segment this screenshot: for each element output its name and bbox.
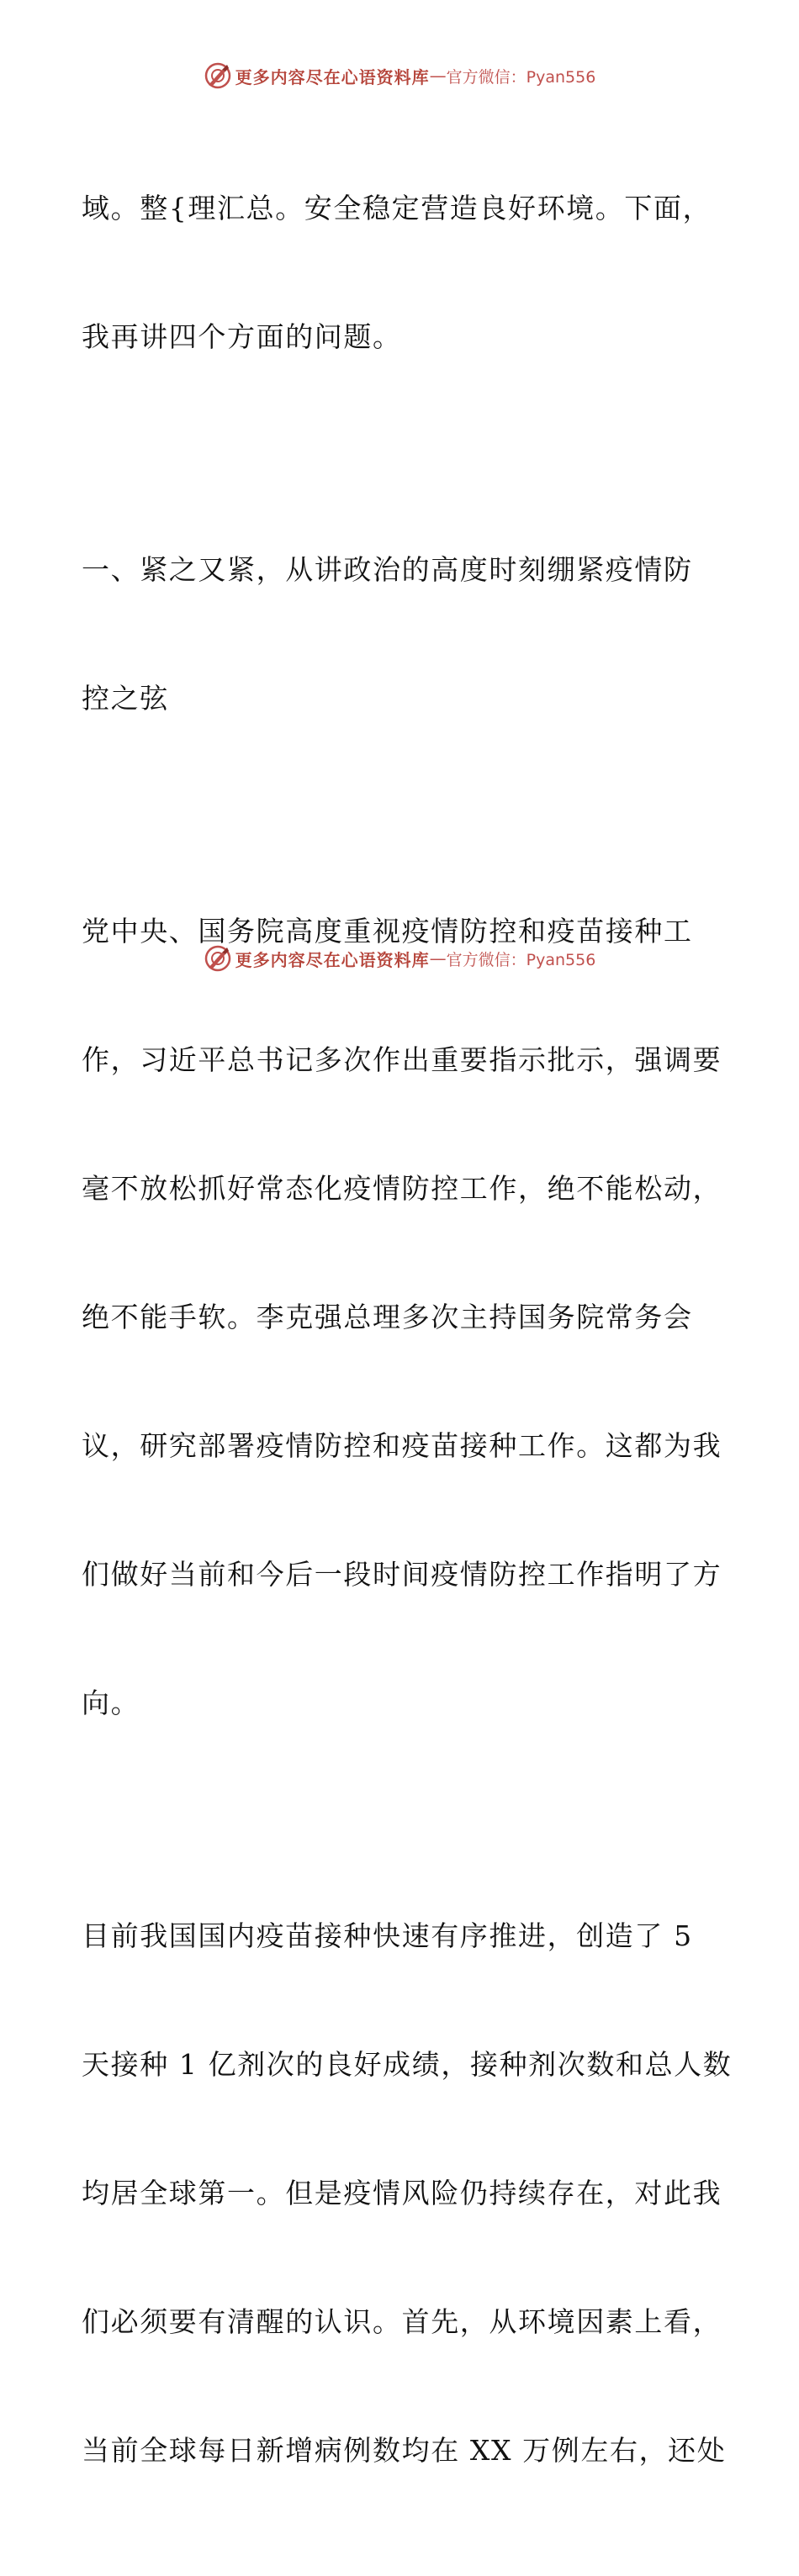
- footer-watermark: [0, 942, 799, 975]
- brand-logo-icon: [204, 944, 232, 973]
- text-line: 议，研究部署疫情防控和疫苗接种工作。这都为我: [82, 1429, 722, 1462]
- text-line: 域。整{理汇总。安全稳定营造良好环境。下面，: [82, 192, 712, 224]
- text-line: 作，习近平总书记多次作出重要指示批示，强调要: [82, 1043, 722, 1076]
- paragraph: [82, 1829, 733, 2558]
- text-line: 毫不放松抓好常态化疫情防控工作，绝不能松动，: [82, 1172, 722, 1205]
- section-heading: [82, 462, 721, 805]
- watermark-separator: —: [429, 66, 447, 86]
- text-line: 一、紧之又紧，从讲政治的高度时刻绷紧疫情防: [82, 553, 693, 586]
- header-watermark: [0, 59, 799, 92]
- text-line: 向。: [82, 1687, 140, 1719]
- text-line: 天接种 1 亿剂次的良好成绩，接种剂次数和总人数: [82, 2048, 733, 2081]
- watermark-wechat-text: 官方微信：Pyan556: [446, 67, 596, 87]
- text-line: 们做好当前和今后一段时间疫情防控工作指明了方: [82, 1558, 722, 1591]
- watermark-brand-text: 更多内容尽在心语资料库: [235, 949, 430, 970]
- text-line: 绝不能手软。李克强总理多次主持国务院常务会: [82, 1301, 693, 1333]
- text-line: 当前全球每日新增病例数均在 XX 万例左右，还处: [82, 2434, 727, 2467]
- paragraph: [82, 101, 721, 444]
- text-line: 党中央、国务院高度重视疫情防控和疫苗接种工: [82, 915, 693, 948]
- brand-logo-icon: [204, 61, 232, 90]
- watermark-wechat-text: 官方微信：Pyan556: [446, 950, 596, 969]
- text-line: 目前我国国内疫苗接种快速有序推进，创造了 5: [82, 1919, 693, 1952]
- document-body: [82, 101, 733, 2576]
- watermark-brand-text: 更多内容尽在心语资料库: [235, 66, 430, 87]
- watermark-separator: —: [429, 948, 447, 969]
- text-line: 控之弦: [82, 682, 169, 715]
- text-line: 们必须要有清醒的认识。首先，从环境因素上看，: [82, 2305, 722, 2338]
- text-line: 我再讲四个方面的问题。: [82, 320, 402, 353]
- text-line: 均居全球第一。但是疫情风险仍持续存在，对此我: [82, 2177, 722, 2209]
